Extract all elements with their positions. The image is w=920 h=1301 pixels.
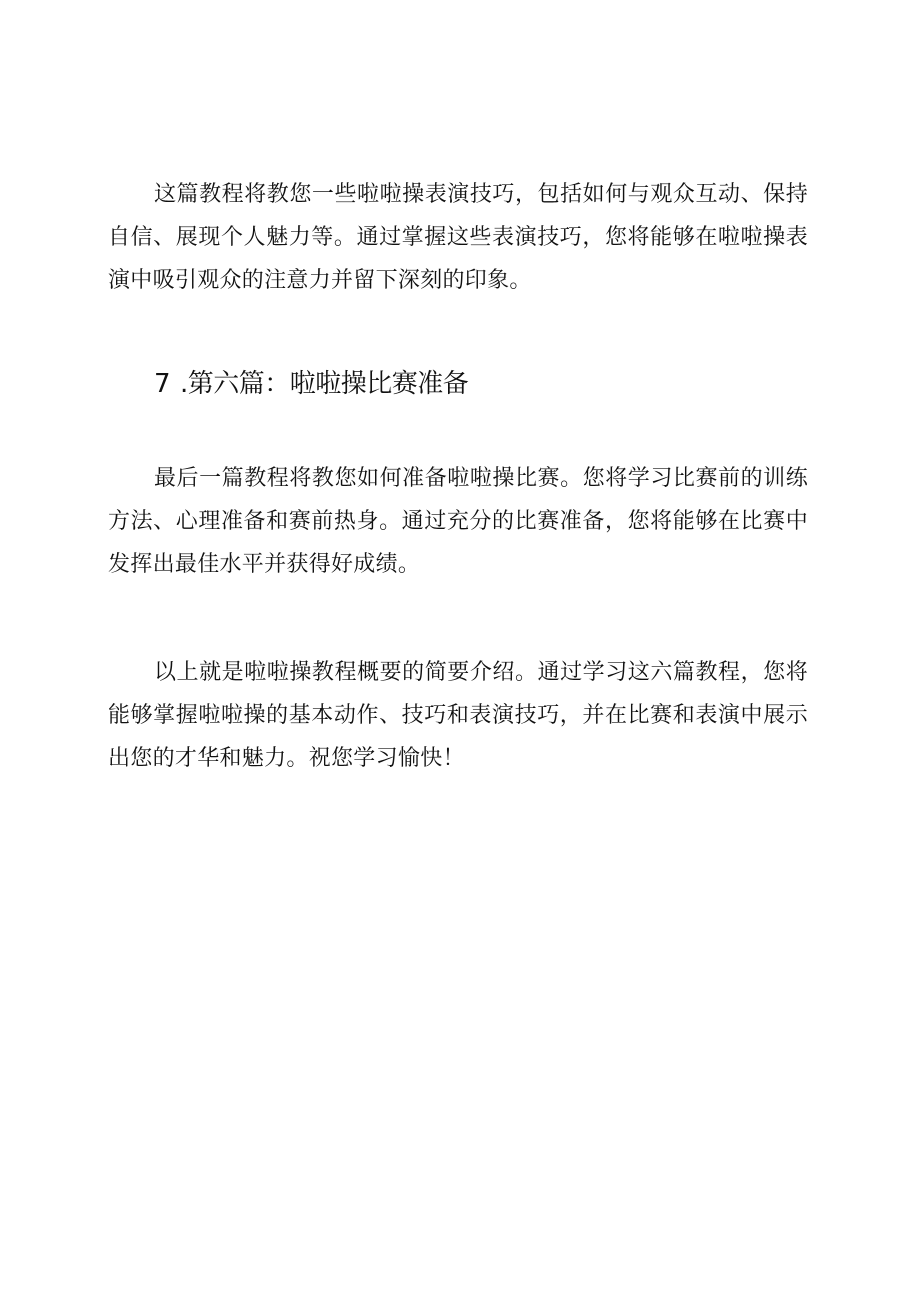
section-title: .第六篇：啦啦操比赛准备 <box>180 369 469 399</box>
summary-paragraph: 以上就是啦啦操教程概要的简要介绍。通过学习这六篇教程，您将能够掌握啦啦操的基本动作、技巧和表演技巧，并在比赛和表演中展示出您的才华和魅力。祝您学习愉快！ <box>108 660 808 771</box>
section-number: 7 <box>154 369 171 399</box>
section-heading <box>154 362 468 406</box>
competition-prep-paragraph: 最后一篇教程将教您如何准备啦啦操比赛。您将学习比赛前的训练方法、心理准备和赛前热身。通过充分的比赛准备，您将能够在比赛中发挥出最佳水平并获得好成绩。 <box>108 466 808 577</box>
performance-skills-paragraph: 这篇教程将教您一些啦啦操表演技巧，包括如何与观众互动、保持自信、展现个人魅力等。通过掌握这些表演技巧，您将能够在啦啦操表演中吸引观众的注意力并留下深刻的印象。 <box>108 182 808 293</box>
